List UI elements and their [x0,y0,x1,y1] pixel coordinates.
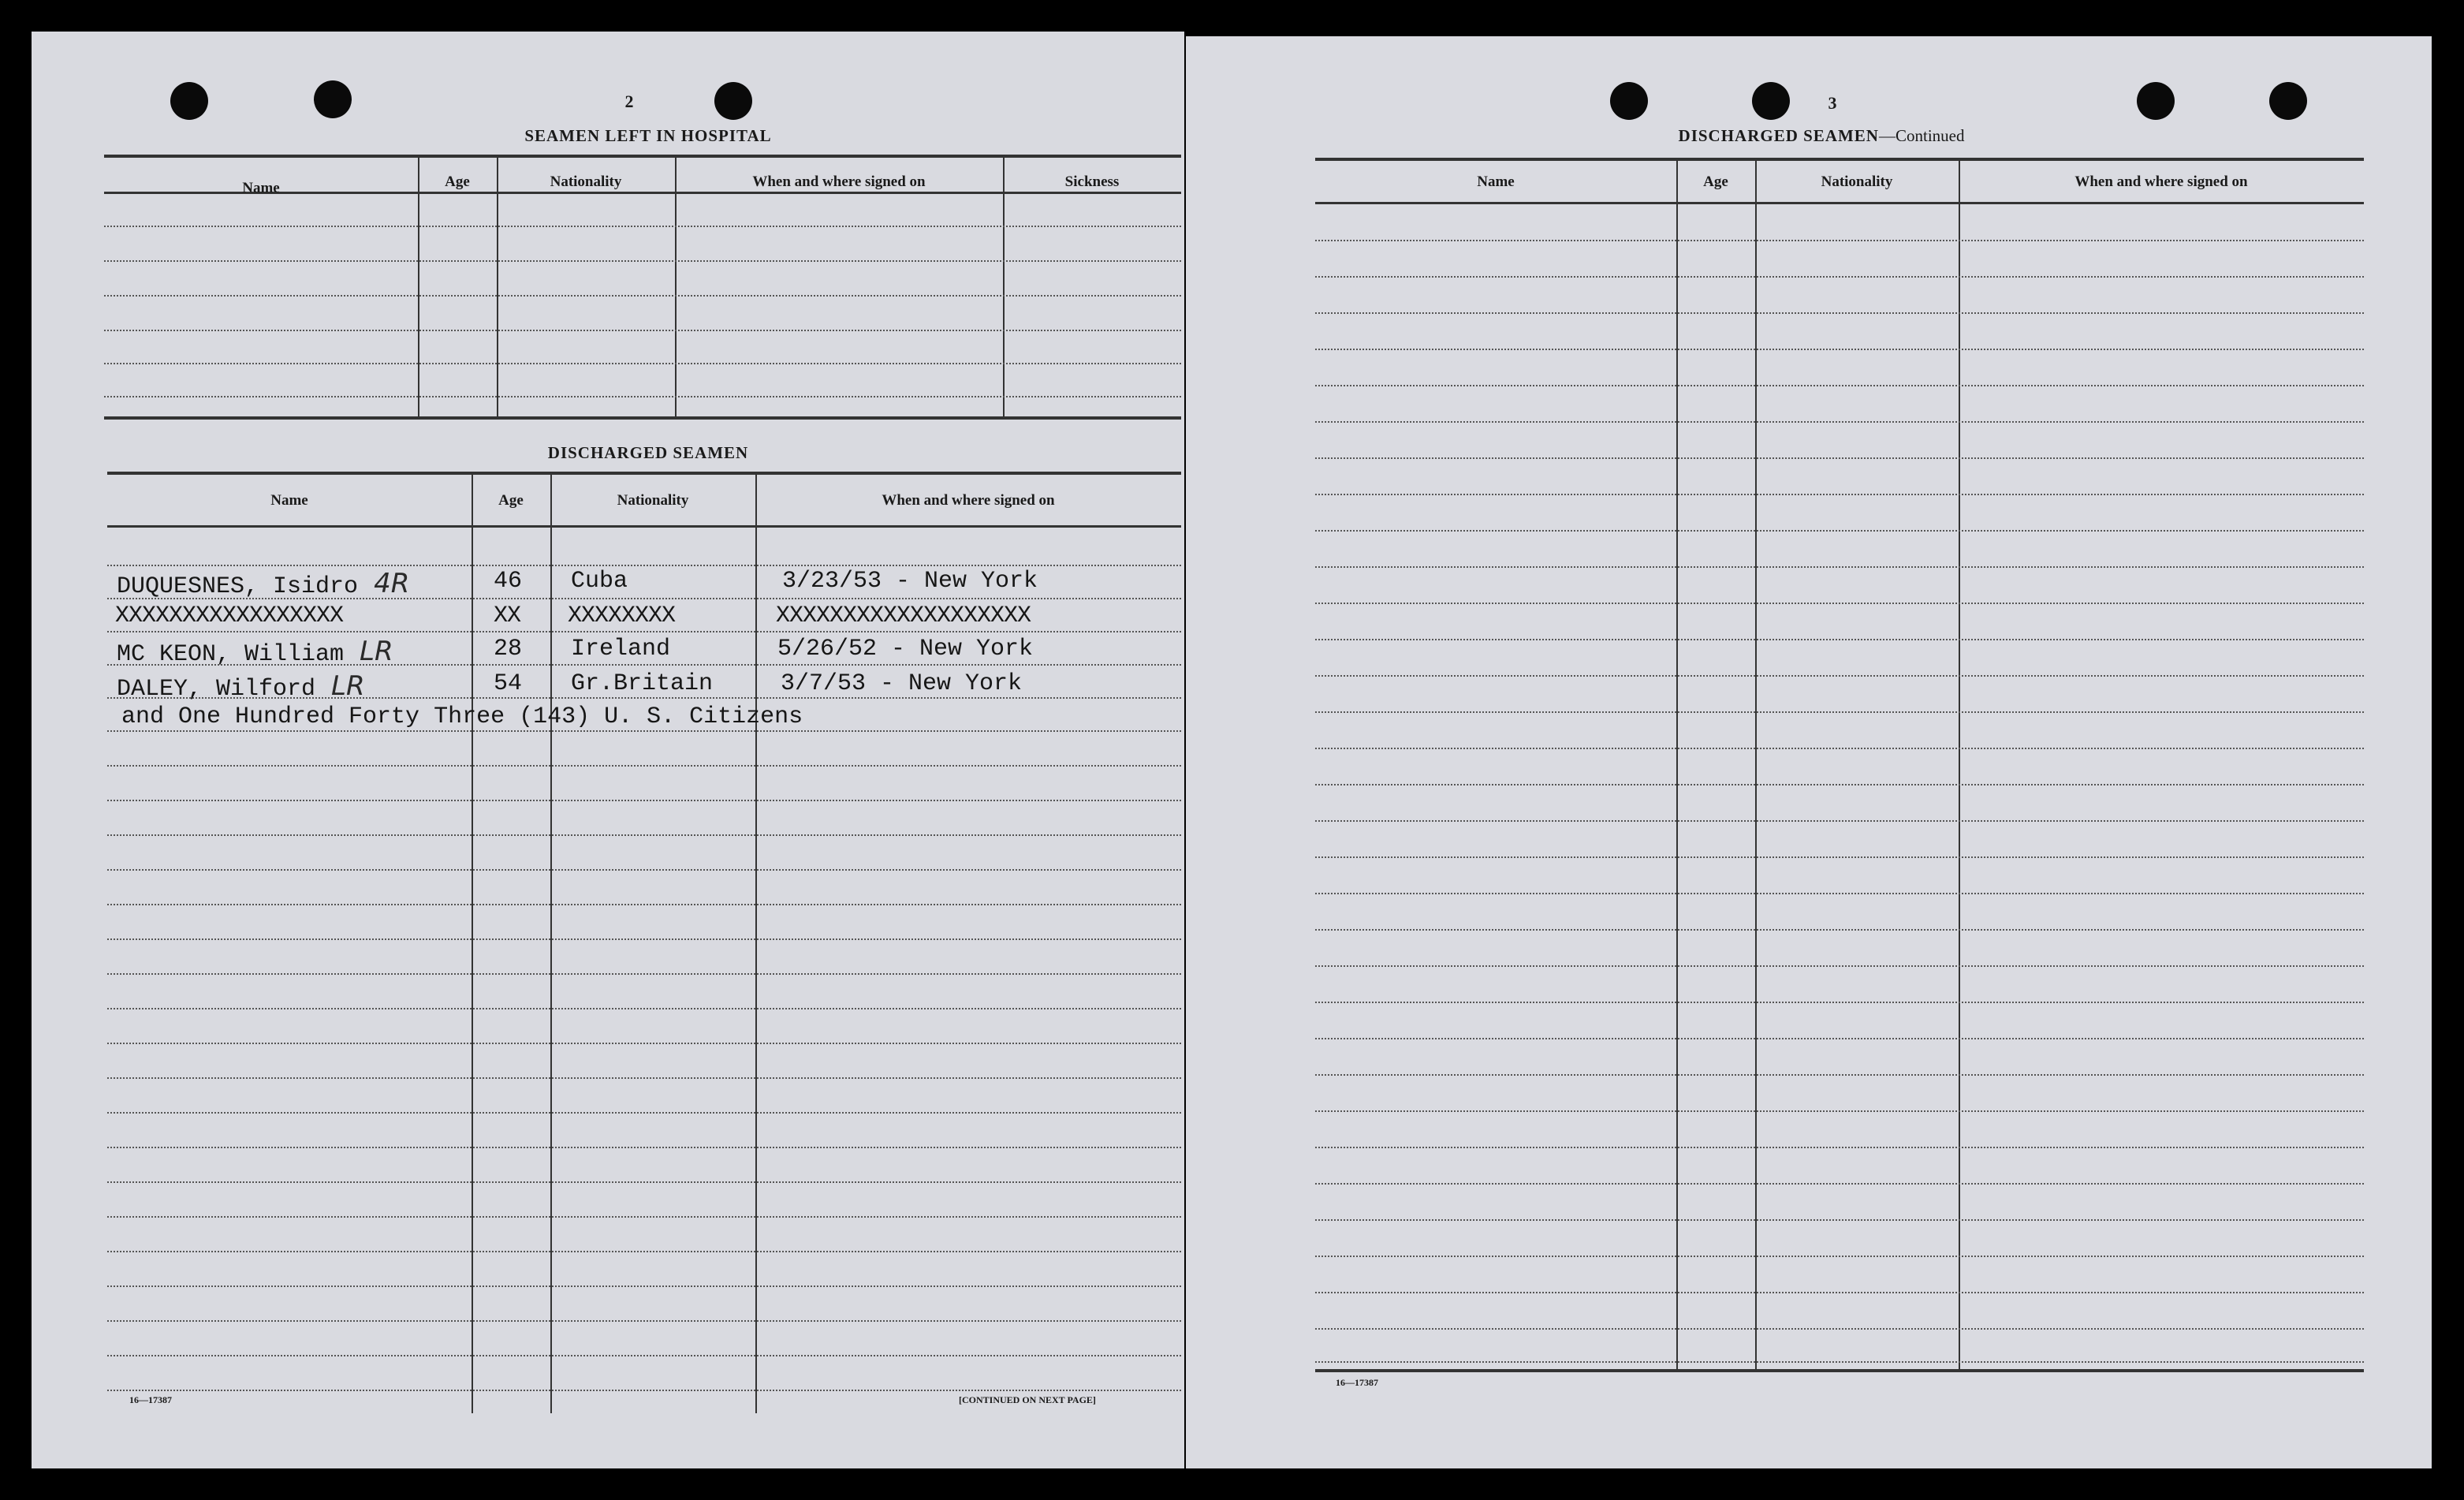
seaman-signed-on: 5/26/52 - New York [777,636,1034,662]
column-header-nationality: Nationality [617,492,689,509]
seaman-nationality: Ireland [571,636,671,662]
right-page [1186,36,2432,1468]
handwritten-mark: LR [360,636,393,667]
column-header-name: Name [270,492,308,509]
continued-note: [CONTINUED ON NEXT PAGE] [959,1394,1096,1405]
punch-hole [1752,82,1790,120]
form-number: 16—17387 [1336,1377,1378,1388]
column-header-signed-on: When and where signed on [2074,174,2248,190]
handwritten-mark: 4R [374,568,410,599]
column-header-signed-on: When and where signed on [752,174,926,190]
seaman-age: 46 [494,568,523,595]
page-number: 2 [624,91,634,111]
handwritten-mark: LR [331,670,365,702]
seaman-nationality: Cuba [571,568,628,595]
seaman-name: DALEY, Wilford [117,676,316,703]
column-header-name: Name [1477,174,1515,190]
struck-out-nationality: XXXXXXXX [568,603,676,629]
punch-hole [1610,82,1648,120]
seaman-signed-on: 3/7/53 - New York [781,670,1023,697]
seaman-age: 28 [494,636,523,662]
discharged-section-title: DISCHARGED SEAMEN [547,443,749,462]
seaman-name: DUQUESNES, Isidro [117,573,359,600]
struck-out-age: XX [494,603,521,629]
column-header-nationality: Nationality [1821,174,1893,190]
struck-out-name: XXXXXXXXXXXXXXXXX [115,603,344,629]
punch-hole [714,82,752,120]
seaman-name: MC KEON, William [117,641,345,668]
column-header-nationality: Nationality [550,174,622,190]
seaman-signed-on: 3/23/53 - New York [782,568,1038,595]
punch-hole [2269,82,2307,120]
left-page [32,32,1184,1468]
seaman-age: 54 [494,670,523,697]
hospital-section-title: SEAMEN LEFT IN HOSPITAL [524,126,772,145]
struck-out-signed-on: XXXXXXXXXXXXXXXXXXX [776,603,1031,629]
column-header-sickness: Sickness [1064,174,1120,190]
discharged-continued-title: DISCHARGED SEAMEN—Continued [1678,126,1965,145]
column-header-name: Name [242,180,280,196]
summary-line: and One Hundred Forty Three (143) U. S. Citizens [121,703,803,730]
seaman-nationality: Gr.Britain [571,670,714,697]
page-number: 3 [1828,93,1837,113]
punch-hole [314,80,352,118]
column-header-signed-on: When and where signed on [882,492,1055,509]
punch-hole [2137,82,2175,120]
punch-hole [170,82,208,120]
column-header-age: Age [498,492,524,509]
column-header-age: Age [445,174,470,190]
column-header-age: Age [1703,174,1728,190]
form-number: 16—17387 [129,1394,172,1405]
